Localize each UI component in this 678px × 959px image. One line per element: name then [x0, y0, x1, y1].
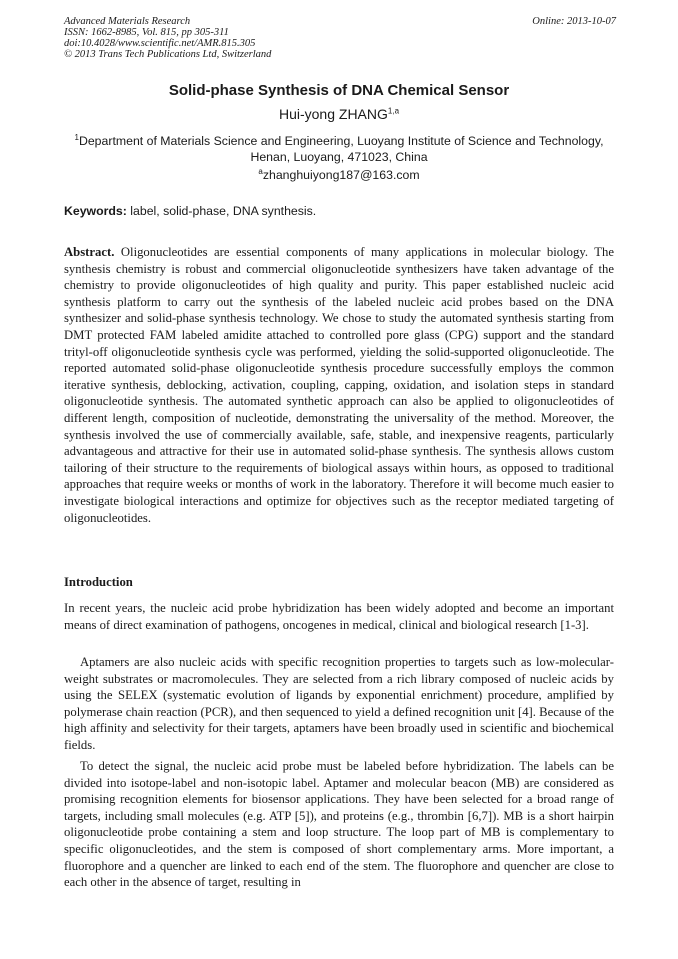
affiliation-text: Department of Materials Science and Engineering, Luoyang Institute of Science and Technology, Henan, Luoyang, 471023, China	[78, 134, 604, 165]
author-name: Hui-yong ZHANG	[278, 106, 388, 122]
paper-title: Solid-phase Synthesis of DNA Chemical Sensor	[168, 82, 510, 99]
keywords	[64, 204, 316, 218]
online-date: Online: 2013-10-07	[532, 16, 616, 27]
journal-name: Advanced Materials Research	[64, 16, 191, 27]
introduction-heading: Introduction	[64, 575, 133, 589]
intro-paragraph-1: In recent years, the nucleic acid probe hybridization has been widely adopted and become an important means of direct examination of pathogens, oncogenes in medical, clinical and biological research [1-3].	[64, 601, 614, 632]
abstract-label: Abstract.	[64, 245, 115, 259]
issn-line: ISSN: 1662-8985, Vol. 815, pp 305-311	[64, 27, 229, 38]
journal-header	[64, 16, 616, 60]
email-sup: a	[258, 167, 263, 176]
intro-paragraph-3: To detect the signal, the nucleic acid probe must be labeled before hybridization. The labels can be divided into isotope-label and non-isotopic label. Aptamer and molecular beacon (MB) are considered as promising recognition elements for biosensor applications. They have been selected for a broad range of targets, including small molecules (e.g. ATP [5]), and proteins (e.g., thrombin [6,7]). MB is a short hairpin oligonucleotide probe containing a stem and loop structure. The loop part of MB is complementary to specific oligonucleotides, and the stem is composed of short complementary arms. More important, a fluorophore and a quencher are linked to each end of the stem. The fluorophore and quencher are close to each other in the absence of target, resulting in	[64, 759, 614, 890]
affiliation-sup: 1	[74, 133, 79, 142]
author-line	[0, 106, 678, 122]
copyright-line: © 2013 Trans Tech Publications Ltd, Switzerland	[64, 49, 272, 60]
affiliation	[60, 130, 618, 165]
author-email	[0, 167, 678, 182]
keywords-text: label, solid-phase, DNA synthesis.	[130, 204, 317, 218]
abstract	[64, 244, 614, 526]
email-text[interactable]: zhanghuiyong187@163.com	[262, 168, 420, 183]
author-sup: 1,a	[387, 106, 400, 116]
intro-paragraph-2: Aptamers are also nucleic acids with specific recognition properties to targets such as low-molecular-weight substrates or macromolecules. They are selected from a rich library composed of nucleic acids by using the SELEX (systematic evolution of ligands by exponential enrichment) procedure, amplified by polymerase chain reaction (PCR), and then sequenced to yield a defined recognition unit [4]. Because of the high affinity and selectivity for their targets, aptamers have been broadly used in scientific and biochemical fields.	[64, 655, 614, 752]
doi-line[interactable]: doi:10.4028/www.scientific.net/AMR.815.305	[64, 38, 256, 49]
abstract-text: Oligonucleotides are essential components of many applications in molecular biology. The synthesis chemistry is robust and commercial oligonucleotide synthesizers have taken advantage of the chemistry to provide oligonucleotides of high quality and purity. This paper established nucleic acid synthesis platform to carry out the synthesis of the labeled nucleic acid probes based on the DNA synthesizer and solid-phase synthesis technology. We chose to study the automated synthesis starting from DMT protected FAM labeled amidite attached to controlled pore glass (CPG) support and the standard trityl-off oligonucleotide synthesis cycle was performed, yielding the solid-supported oligonucleotide. The reported automated solid-phase oligonucleotide synthesis procedure successfully employs the common iterative synthesis, deblocking, activation, coupling, capping, oxidation, and isolation steps in standard oligonucleotide synthesis. The automated synthetic approach can also be applied to oligonucleotides of different length, composition of nucleotide, demonstrating the universality of the method. Moreover, the synthesis involved the use of commercially available, safe, stable, and inexpensive reagents, particularly advantageous and attractive for their use in automated solid-phase synthesis. The synthesis allows custom tailoring of their structure to the requirements of biological assays within hours, as opposed to traditional approaches that require weeks or months of work in the laboratory. Therefore it will become much easier to investigate biological interactions and optimize for objectives such as the receptor mediated targeting of oligonucleotides.	[64, 245, 615, 525]
keywords-label: Keywords:	[64, 204, 127, 218]
